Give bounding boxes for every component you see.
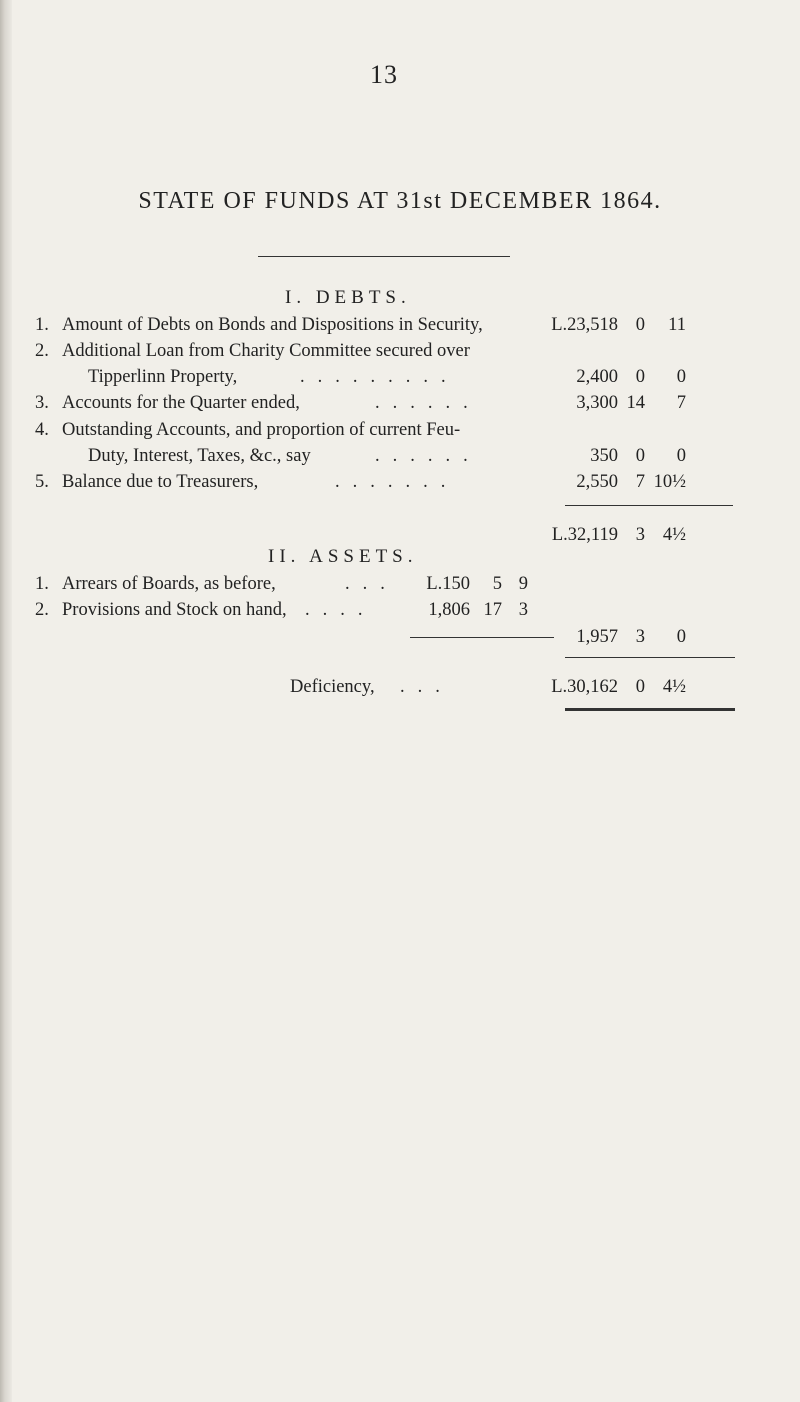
asset-1-number: 1. — [35, 574, 49, 594]
debt-1-text: Amount of Debts on Bonds and Dispositions in Security, — [62, 315, 483, 335]
deficiency-pence: 4½ — [662, 677, 686, 697]
assets-total-pence: 0 — [676, 627, 686, 647]
asset-2-shillings: 17 — [483, 600, 502, 620]
debt-4-text-line2: Duty, Interest, Taxes, &c., say — [88, 446, 311, 466]
deficiency-leader: ... — [400, 677, 453, 697]
debt-3-text: Accounts for the Quarter ended, — [62, 393, 300, 413]
debts-total-pounds: L.32,119 — [551, 525, 618, 545]
asset-2-number: 2. — [35, 600, 49, 620]
debt-2-text-line1: Additional Loan from Charity Committee secured over — [62, 341, 470, 361]
debt-2-pounds: 2,400 — [576, 367, 618, 387]
debt-5-number: 5. — [35, 472, 49, 492]
final-double-rule — [565, 708, 735, 711]
debt-3-pounds: 3,300 — [576, 393, 618, 413]
debt-1-pounds: L.23,518 — [551, 315, 618, 335]
debt-3-leader: ...... — [375, 393, 481, 413]
debt-3-pence: 7 — [676, 393, 686, 413]
assets-total-shillings: 3 — [635, 627, 645, 647]
debt-2-shillings: 0 — [635, 367, 645, 387]
asset-1-shillings: 5 — [492, 574, 502, 594]
assets-total-pounds: 1,957 — [576, 627, 618, 647]
debt-2-leader: ......... — [300, 367, 459, 387]
debt-5-pounds: 2,550 — [576, 472, 618, 492]
debt-4-text-line1: Outstanding Accounts, and proportion of current Feu- — [62, 420, 461, 440]
debts-total-shillings: 3 — [635, 525, 645, 545]
debt-1-number: 1. — [35, 315, 49, 335]
debt-4-number: 4. — [35, 420, 49, 440]
asset-2-leader: .... — [305, 600, 376, 620]
debt-5-shillings: 7 — [635, 472, 645, 492]
debt-5-text: Balance due to Treasurers, — [62, 472, 259, 492]
deficiency-rule — [565, 657, 735, 658]
asset-2-pence: 3 — [518, 600, 528, 620]
debts-heading: I. DEBTS. — [285, 287, 411, 308]
debt-4-pounds: 350 — [590, 446, 618, 466]
page-title: STATE OF FUNDS AT 31st DECEMBER 1864. — [138, 188, 662, 214]
deficiency-pounds: L.30,162 — [551, 677, 618, 697]
asset-2-pounds: 1,806 — [428, 600, 470, 620]
debt-2-pence: 0 — [676, 367, 686, 387]
debt-5-pence: 10½ — [653, 472, 686, 492]
assets-heading: II. ASSETS. — [268, 546, 418, 567]
debts-total-rule — [565, 505, 733, 506]
debt-4-shillings: 0 — [635, 446, 645, 466]
debt-1-shillings: 0 — [635, 315, 645, 335]
title-divider — [258, 256, 510, 257]
debt-2-number: 2. — [35, 341, 49, 361]
debt-5-leader: ....... — [335, 472, 459, 492]
debt-4-pence: 0 — [676, 446, 686, 466]
asset-1-text: Arrears of Boards, as before, — [62, 574, 276, 594]
debt-3-shillings: 14 — [626, 393, 645, 413]
debt-1-pence: 11 — [668, 315, 686, 335]
deficiency-shillings: 0 — [635, 677, 645, 697]
debt-3-number: 3. — [35, 393, 49, 413]
assets-subtotal-rule — [410, 637, 554, 638]
asset-1-pounds: L.150 — [426, 574, 470, 594]
asset-2-text: Provisions and Stock on hand, — [62, 600, 287, 620]
asset-1-pence: 9 — [518, 574, 528, 594]
page-number: 13 — [370, 60, 398, 89]
debt-2-text-line2: Tipperlinn Property, — [88, 367, 238, 387]
debts-total-pence: 4½ — [662, 525, 686, 545]
debt-4-leader: ...... — [375, 446, 481, 466]
deficiency-label: Deficiency, — [290, 677, 375, 697]
asset-1-leader: ... — [345, 574, 398, 594]
